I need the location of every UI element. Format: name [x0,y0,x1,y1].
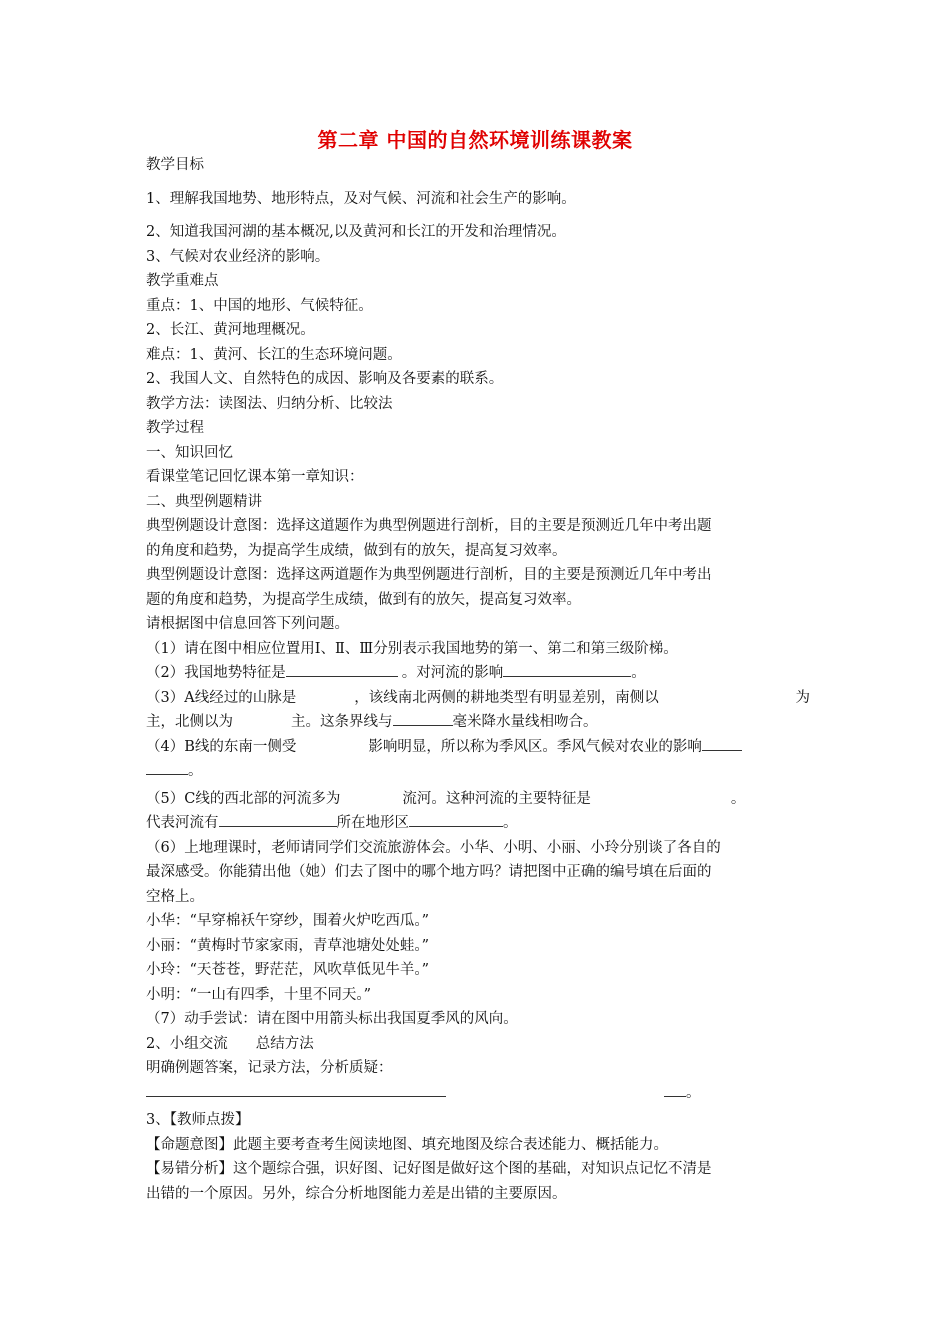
answer-blank[interactable] [664,1081,686,1097]
paragraph: 2、小组交流 总结方法 [146,1035,314,1052]
question-line: 。 [146,759,810,784]
paragraph: 2、我国人文、自然特色的成因、影响及各要素的联系。 [146,371,504,387]
paragraph: 1、理解我国地势、地形特点，及对气候、河流和社会生产的影响。 [146,190,576,207]
question-line: 主，北侧以为 主。这条界线与 毫米降水量线相吻合。 [146,710,810,735]
paragraph: 题的角度和趋势，为提高学生成绩，做到有的放矢，提高复习效率。 [146,591,581,608]
question-line: （2）我国地势特征是 。对河流的影响 。 [146,661,810,686]
paragraph: 最深感受。你能猜出他（她）们去了图中的哪个地方吗？请把图中正确的编号填在后面的 [146,864,712,880]
answer-blank[interactable] [146,759,188,775]
paragraph: 典型例题设计意图：选择这两道题作为典型例题进行剖析，目的主要是预测近几年中考出 [146,567,712,583]
answer-blank[interactable] [146,1081,446,1097]
question-line: （3）A线经过的山脉是 ，该线南北两侧的耕地类型有明显差别，南侧以 为 [146,689,810,706]
paragraph: （6）上地理课时，老师请同学们交流旅游体会。小华、小明、小丽、小玲分别谈了各自的 [146,839,721,856]
paragraph: （1）请在图中相应位置用Ⅰ、Ⅱ、Ⅲ分别表示我国地势的第一、第二和第三级阶梯。 [146,640,678,657]
answer-blank[interactable] [393,710,453,726]
paragraph: 请根据图中信息回答下列问题。 [146,616,349,632]
paragraph: 二、典型例题精讲 [146,493,262,510]
paragraph: （7）动手尝试：请在图中用箭头标出我国夏季风的风向。 [146,1011,518,1027]
paragraph: 教学目标 [146,157,204,173]
paragraph: 典型例题设计意图：选择这道题作为典型例题进行剖析，目的主要是预测近几年中考出题 [146,518,712,534]
paragraph: 2、知道我国河湖的基本概况,以及黄河和长江的开发和治理情况。 [146,224,566,240]
paragraph: 小丽：“黄梅时节家家雨，青草池塘处处蛙。” [146,937,430,954]
answer-line: 。 [146,1081,810,1106]
answer-blank[interactable] [219,811,337,827]
answer-blank[interactable] [286,661,398,677]
paragraph: 难点：1、黄河、长江的生态环境问题。 [146,346,402,363]
paragraph: 3、气候对农业经济的影响。 [146,248,330,265]
paragraph: 2、长江、黄河地理概况。 [146,322,315,338]
paragraph: 看课堂笔记回忆课本第一章知识： [146,469,364,485]
paragraph: 教学过程 [146,420,204,436]
paragraph: 教学重难点 [146,273,219,289]
paragraph: 一、知识回忆 [146,444,233,461]
answer-blank[interactable] [702,735,742,751]
paragraph: 3、【教师点拨】 [146,1112,250,1128]
paragraph: 空格上。 [146,888,204,905]
document-body [146,153,810,1206]
answer-blank[interactable] [409,811,503,827]
paragraph: 出错的一个原因。另外，综合分析地图能力差是出错的主要原因。 [146,1185,567,1202]
answer-blank[interactable] [503,661,631,677]
paragraph: 重点：1、中国的地形、气候特征。 [146,297,373,314]
paragraph: 【命题意图】此题主要考查考生阅读地图、填充地图及综合表述能力、概括能力。 [146,1136,668,1153]
paragraph: 小明：“一山有四季，十里不同天。” [146,986,372,1003]
paragraph: 教学方法：读图法、归纳分析、比较法 [146,395,393,412]
paragraph: 明确例题答案，记录方法，分析质疑： [146,1060,393,1076]
paragraph: 小华：“早穿棉袄午穿纱，围着火炉吃西瓜。” [146,913,430,929]
paragraph: 小玲：“天苍苍，野茫茫，风吹草低见牛羊。” [146,962,430,978]
paragraph: 【易错分析】这个题综合强，识好图、记好图是做好这个图的基础，对知识点记忆不清是 [146,1161,712,1177]
question-line: 代表河流有 所在地形区 。 [146,811,810,836]
question-line: （5）C线的西北部的河流多为 流河。这种河流的主要特征是 。 [146,790,746,807]
page-title: 第二章 中国的自然环境训练课教案 [317,128,633,152]
question-line: （4）B线的东南一侧受 影响明显，所以称为季风区。季风气候对农业的影响 [146,735,810,760]
paragraph: 的角度和趋势，为提高学生成绩，做到有的放矢，提高复习效率。 [146,542,567,559]
